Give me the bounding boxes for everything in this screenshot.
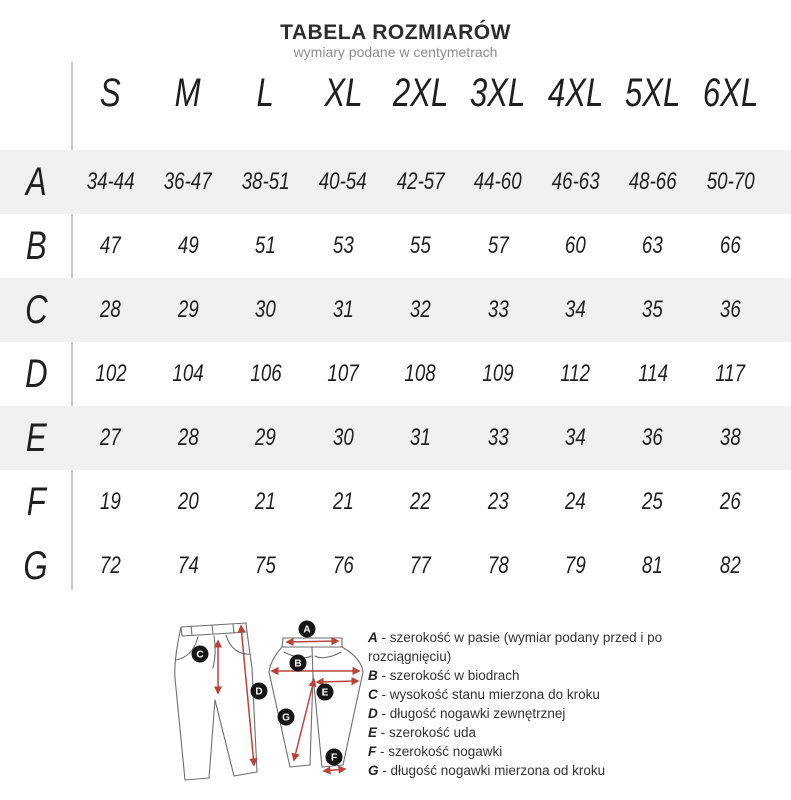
- table-cell: 72: [100, 552, 122, 579]
- table-cell: 77: [410, 552, 431, 579]
- table-cell: 31: [332, 296, 354, 323]
- svg-text:F: F: [330, 752, 338, 764]
- row-label: G: [23, 543, 49, 588]
- table-cell: 25: [642, 488, 664, 515]
- table-cell: 31: [410, 424, 431, 451]
- column-header-s: S: [100, 71, 122, 115]
- table-cell: 81: [642, 552, 664, 579]
- legend-separator: -: [377, 668, 390, 683]
- table-cell: 21: [332, 488, 354, 515]
- table-cell: 66: [719, 232, 741, 259]
- table-cell: 104: [172, 360, 204, 387]
- table-cell: 78: [487, 552, 509, 579]
- svg-text:D: D: [255, 686, 263, 698]
- table-cell: 102: [95, 360, 127, 387]
- table-cell: 74: [177, 552, 199, 579]
- table-cell: 28: [177, 424, 199, 451]
- table-cell: 51: [255, 232, 277, 259]
- svg-text:E: E: [321, 687, 329, 699]
- legend-separator: -: [377, 725, 390, 740]
- table-cell: 63: [642, 232, 664, 259]
- pants-back-outline: [269, 638, 363, 767]
- table-cell: 29: [177, 296, 199, 323]
- table-cell: 26: [719, 488, 741, 515]
- badge-e: [317, 684, 334, 701]
- table-cell: 22: [410, 488, 431, 515]
- badge-f: [326, 749, 343, 766]
- table-cell: 35: [642, 296, 664, 323]
- column-header-2xl: 2XL: [392, 71, 449, 115]
- legend-text: wysokość stanu mierzona do kroku: [389, 687, 600, 702]
- row-label: C: [24, 287, 48, 332]
- legend-item-e: [368, 723, 680, 742]
- table-cell: 24: [564, 488, 586, 515]
- row-label: A: [25, 159, 47, 204]
- table-cell: 75: [255, 552, 277, 579]
- legend-item-f: [368, 742, 680, 761]
- table-cell: 27: [100, 424, 122, 451]
- column-header-l: L: [256, 71, 275, 115]
- badge-a: [299, 621, 316, 638]
- legend-item-b: [368, 666, 680, 685]
- table-cell: 40-54: [319, 168, 367, 195]
- table-cell: 28: [100, 296, 122, 323]
- table-row-f: [0, 470, 791, 534]
- table-cell: 38: [719, 424, 741, 451]
- table-cell: 76: [332, 552, 354, 579]
- column-header-m: M: [175, 71, 202, 115]
- table-cell: 42-57: [396, 168, 445, 195]
- legend-separator: -: [377, 706, 390, 721]
- page-subtitle: wymiary podane w centymetrach: [293, 44, 498, 60]
- legend-separator: -: [377, 687, 390, 702]
- legend-text: szerokość nogawki: [388, 744, 503, 759]
- table-cell: 30: [255, 296, 277, 323]
- legend-key: F: [368, 744, 377, 759]
- table-cell: 108: [404, 360, 437, 387]
- svg-text:C: C: [196, 649, 204, 661]
- legend-text: szerokość w biodrach: [389, 668, 520, 683]
- table-cell: 33: [487, 296, 509, 323]
- measure-arrow-a: [287, 641, 338, 642]
- table-cell: 47: [100, 232, 122, 259]
- badge-d: [251, 683, 268, 700]
- table-cell: 60: [564, 232, 586, 259]
- table-row-g: [0, 534, 791, 598]
- table-cell: 23: [487, 488, 509, 515]
- table-cell: 19: [100, 488, 122, 515]
- table-cell: 36: [642, 424, 664, 451]
- legend-item-a: [368, 628, 680, 666]
- legend-key: E: [368, 725, 378, 740]
- table-cell: 109: [482, 360, 514, 387]
- table-cell: 48-66: [628, 168, 677, 195]
- table-cell: 53: [332, 232, 354, 259]
- table-cell: 79: [564, 552, 586, 579]
- svg-text:G: G: [282, 712, 290, 724]
- legend-key: G: [368, 763, 379, 778]
- table-cell: 57: [487, 232, 509, 259]
- badge-c: [192, 646, 209, 663]
- legend-separator: -: [376, 744, 389, 759]
- table-cell: 38-51: [241, 168, 290, 195]
- column-header-4xl: 4XL: [547, 71, 604, 115]
- measurement-legend: [368, 628, 680, 780]
- row-label: E: [25, 415, 47, 460]
- legend-text: szerokość w pasie (wymiar podany przed i po rozciągnięciu): [368, 630, 663, 664]
- row-label: B: [25, 223, 47, 268]
- table-cell: 34-44: [86, 168, 135, 195]
- pants-front-outline: [175, 623, 257, 780]
- table-cell: 29: [255, 424, 277, 451]
- legend-key: A: [368, 630, 378, 645]
- legend-key: B: [368, 668, 378, 683]
- table-cell: 82: [719, 552, 741, 579]
- table-cell: 36: [719, 296, 741, 323]
- table-row-c: [0, 278, 791, 342]
- legend-item-c: [368, 685, 680, 704]
- table-cell: 117: [715, 360, 746, 387]
- table-cell: 44-60: [473, 168, 522, 195]
- table-cell: 30: [332, 424, 354, 451]
- legend-key: D: [368, 706, 378, 721]
- column-header-xl: XL: [323, 71, 363, 115]
- svg-text:B: B: [294, 658, 302, 670]
- table-row-b: [0, 214, 791, 278]
- table-cell: 32: [410, 296, 431, 323]
- legend-text: długość nogawki zewnętrznej: [389, 706, 566, 721]
- table-header-row: [0, 62, 791, 150]
- table-cell: 21: [255, 488, 277, 515]
- table-row-d: [0, 342, 791, 406]
- legend-item-d: [368, 704, 680, 723]
- table-cell: 34: [564, 296, 586, 323]
- badge-b: [290, 655, 307, 672]
- column-header-6xl: 6XL: [702, 71, 758, 115]
- table-cell: 55: [410, 232, 431, 259]
- legend-text: szerokość uda: [389, 725, 477, 740]
- table-cell: 114: [637, 360, 668, 387]
- table-cell: 50-70: [706, 168, 755, 195]
- table-cell: 33: [487, 424, 509, 451]
- legend-separator: -: [378, 763, 391, 778]
- size-table: [0, 62, 791, 598]
- table-cell: 49: [177, 232, 199, 259]
- legend-separator: -: [377, 630, 390, 645]
- table-cell: 46-63: [551, 168, 600, 195]
- table-cell: 36-47: [164, 168, 213, 195]
- table-cell: 20: [177, 488, 199, 515]
- badge-g: [278, 709, 295, 726]
- table-cell: 112: [560, 360, 591, 387]
- svg-text:A: A: [303, 624, 311, 636]
- measure-arrow-e: [317, 681, 358, 682]
- table-row-a: [0, 150, 791, 214]
- row-label: F: [26, 479, 46, 524]
- table-cell: 34: [564, 424, 586, 451]
- table-cell: 106: [249, 360, 282, 387]
- page-title: TABELA ROZMIARÓW: [280, 21, 511, 44]
- measure-arrow-f: [324, 769, 345, 771]
- legend-item-g: [368, 761, 680, 780]
- table-row-e: [0, 406, 791, 470]
- pants-measurement-diagram: [160, 608, 365, 793]
- legend-key: C: [368, 687, 378, 702]
- column-header-5xl: 5XL: [625, 71, 681, 115]
- legend-text: długość nogawki mierzona od kroku: [390, 763, 606, 778]
- row-label: D: [24, 351, 48, 396]
- table-cell: 107: [327, 360, 359, 387]
- column-header-3xl: 3XL: [470, 71, 526, 115]
